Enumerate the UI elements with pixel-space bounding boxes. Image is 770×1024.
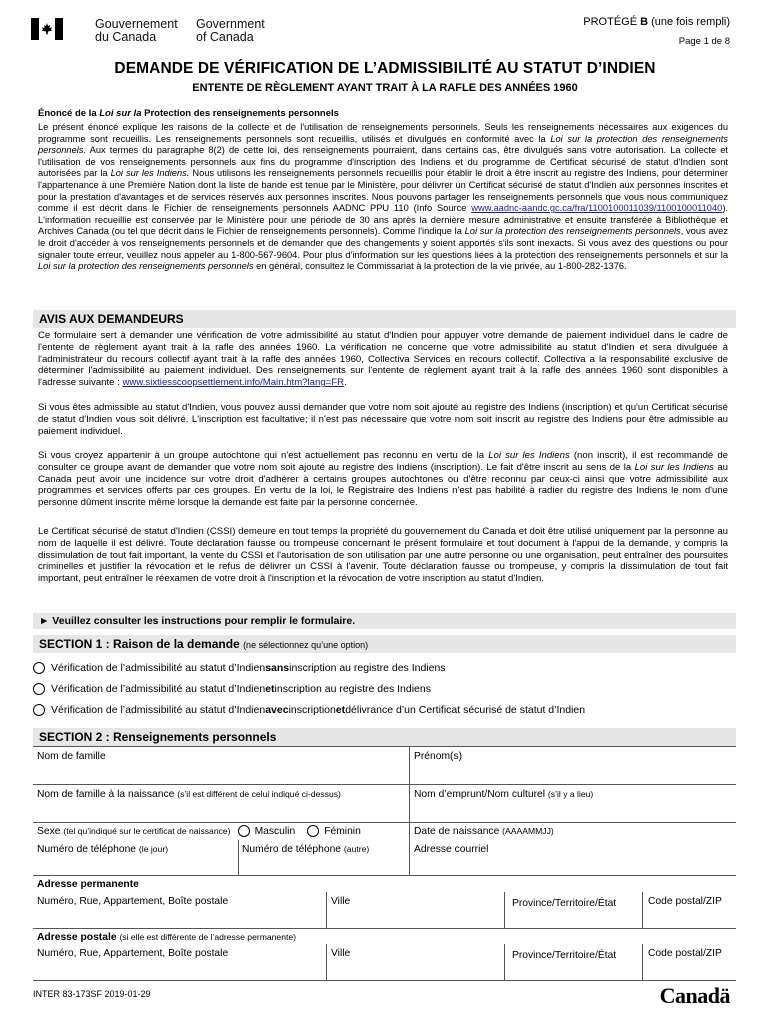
grid-line bbox=[238, 840, 239, 875]
protection-level: PROTÉGÉ B (une fois rempli) bbox=[583, 16, 730, 28]
code-postal-label-postale: Code postal/ZIP bbox=[648, 948, 722, 959]
gov-en-line2: of Canada bbox=[196, 30, 254, 44]
privacy-heading: Énoncé de la Loi sur la Protection des renseignements personnels bbox=[38, 108, 339, 119]
grid-line bbox=[642, 944, 643, 980]
instructions-note: ► Veuillez consulter les instructions pour remplir le formulaire. bbox=[33, 613, 736, 629]
grid-line bbox=[33, 746, 736, 747]
settlement-link[interactable]: www.sixtiesscoopsettlement.info/Main.htm?lang=FR bbox=[122, 377, 345, 389]
form-title: DEMANDE DE VÉRIFICATION DE L’ADMISSIBILITÉ AU STATUT D’INDIEN bbox=[114, 60, 656, 77]
tel-jour-label: Numéro de téléphone (le jour) bbox=[37, 844, 169, 855]
option-sans-inscription[interactable]: Vérification de l’admissibilité au statut d’Indien sans inscription au registre des Indiens bbox=[33, 662, 446, 674]
province-label-postale: Province/Territoire/État bbox=[512, 950, 617, 961]
avis-paragraph-3: Si vous croyez appartenir à un groupe autochtone qui n'est actuellement pas reconnu en vertu de la Loi sur les Indiens (non inscrit), il est recommandé de consulter ce groupe avant de demander que votre nom soit ajouté au registre des Indiens (inscription). Le fait d'être inscrit au sens de la Loi sur les Indiens au Canada peut avoir une incidence sur votre droit d'adhérer à certains groupes autochtones ou d'être reconnu par ceux-ci ainsi que votre admissibilité aux programmes et services offerts par ces groupes. En vertu de la loi, le Registraire des Indiens n'est pas habilité à radier du registre des Indiens le nom d'une personne dûment inscrite même lorsque la demande est faite par la personne concernée. bbox=[38, 450, 729, 509]
avis-paragraph-4: Le Certificat sécurisé de statut d'Indien (CSSI) demeure en tout temps la propriété du gouvernement du Canada et doit être utilisé uniquement par la personne au nom de laquelle il est délivré. Toute déclaration fausse ou trompeuse concernant le présent formulaire et tout document à l'appui de la demande, y compris la dissimulation de tout fait important, la vente du CSSI et l'autorisation de son utilisation par une autre personne ou une organisation, peut entraîner des poursuites criminelles et justifier la révocation et le refus de délivrer un CSSI à l'avenir. Toute déclaration fausse ou trompeuse, y compris la dissimulation de tout fait important, peut entraîner le réexamen de votre droit à l'inscription et la révocation de votre inscription au statut d'Indien. bbox=[38, 526, 728, 585]
option-et-inscription[interactable]: Vérification de l’admissibilité au statut d’Indien et inscription au registre des Indiens bbox=[33, 683, 431, 695]
prenom-label: Prénom(s) bbox=[414, 751, 463, 762]
grid-line bbox=[33, 980, 736, 981]
radio-masculin[interactable] bbox=[238, 825, 250, 837]
radio-feminin[interactable] bbox=[307, 825, 319, 837]
date-naissance-label: Date de naissance (AAAAMMJJ) bbox=[414, 826, 554, 837]
tel-autre-label: Numéro de téléphone (autre) bbox=[242, 844, 370, 855]
grid-line bbox=[326, 944, 327, 980]
masculin-label: Masculin bbox=[254, 825, 296, 837]
nom-naissance-label: Nom de famille à la naissance (s’il est différent de celui indiqué ci-dessus) bbox=[37, 789, 341, 800]
grid-line bbox=[642, 892, 643, 928]
radio-avec-certificat[interactable] bbox=[33, 704, 45, 716]
gov-en-line1: Government bbox=[196, 17, 265, 31]
grid-line bbox=[504, 892, 505, 928]
grid-line bbox=[326, 892, 327, 928]
gov-fr-line1: Gouvernement bbox=[95, 17, 178, 31]
sexe-field: Sexe (tel qu’indiqué sur le certificat de naissance) Masculin Féminin bbox=[37, 825, 361, 837]
grid-line bbox=[33, 822, 736, 823]
canada-wordmark: Canadä bbox=[659, 983, 730, 1008]
section2-heading: SECTION 2 : Renseignements personnels bbox=[33, 728, 736, 746]
code-postal-label: Code postal/ZIP bbox=[648, 896, 722, 907]
gov-fr-line2: du Canada bbox=[95, 30, 157, 44]
option-avec-certificat[interactable]: Vérification de l’admissibilité au statut d’Indien avec inscription et délivrance d’un Certificat sécurisé de statut d’Indien bbox=[33, 704, 585, 716]
form-code: INTER 83-173SF 2019-01-29 bbox=[33, 989, 151, 999]
grid-line bbox=[33, 928, 736, 929]
grid-line bbox=[33, 784, 736, 785]
nom-culturel-label: Nom d’emprunt/Nom culturel (s’il y a lieu) bbox=[414, 789, 594, 800]
radio-sans-inscription[interactable] bbox=[33, 662, 45, 674]
ville-label: Ville bbox=[331, 896, 351, 907]
nom-famille-label: Nom de famille bbox=[37, 751, 106, 762]
gov-fr-signature bbox=[95, 18, 178, 44]
grid-line bbox=[504, 944, 505, 980]
ville-label-postale: Ville bbox=[331, 948, 351, 959]
info-source-link[interactable]: www.aadnc-aandc.gc.ca/fra/1100100011039/1100100011040 bbox=[471, 203, 723, 214]
gov-en-signature bbox=[196, 18, 265, 44]
form-subtitle: ENTENTE DE RÈGLEMENT AYANT TRAIT À LA RAFLE DES ANNÉES 1960 bbox=[192, 82, 578, 94]
radio-et-inscription[interactable] bbox=[33, 683, 45, 695]
avis-paragraph-2: Si vous êtes admissible au statut d'Indien, vous pouvez aussi demander que votre nom soit ajouté au registre des Indiens (inscription) et qu'un Certificat sécurisé de statut d'Indien vous soit délivré. L'inscription est facultative; il n'est pas nécessaire que votre nom soit inscrit au registre des Indiens pour être admissible au paiement individuel. bbox=[38, 402, 728, 437]
page-number: Page 1 de 8 bbox=[678, 36, 730, 47]
feminin-label: Féminin bbox=[324, 825, 361, 837]
grid-line bbox=[409, 746, 410, 875]
rue-label-postale: Numéro, Rue, Appartement, Boîte postale bbox=[37, 948, 229, 959]
grid-line bbox=[33, 875, 736, 876]
province-label: Province/Territoire/État bbox=[512, 898, 617, 909]
canada-flag-icon bbox=[31, 18, 63, 40]
adresse-postale-heading: Adresse postale (si elle est différente de l’adresse permanente) bbox=[37, 932, 297, 943]
avis-paragraph-1: Ce formulaire sert à demander une vérification de votre admissibilité au statut d'Indien pour appuyer votre demande de paiement individuel dans le cadre de l'entente de règlement ayant trait à la rafle des années 1960. La vérification ne concerne que votre admissibilité au statut d'Indien et sera divulguée à l'administrateur du recours collectif ayant trait à la rafle des années 1960, Collectiva Services en recours collectif. Collectiva a la responsabilité exclusive de déterminer l'admissibilité au paiement individuel. Des renseignements sur l'entente de règlement ayant trait à la rafle des années 1960 sont disponibles à l'adresse suivante : www.sixtiesscoopsettlement.info/Main.htm?lang=FR. bbox=[38, 330, 728, 389]
rue-label: Numéro, Rue, Appartement, Boîte postale bbox=[37, 896, 229, 907]
privacy-statement: Le présent énoncé explique les raisons de la collecte et de l'utilisation de renseignements personnels. Seuls les renseignements nécessaires aux exigences du programme sont recueillis. Les renseignements personnels sont recueillis, utilisés et divulgués en conformité avec la Loi sur la protection des renseignements personnels. Aux termes du paragraphe 8(2) de cette loi, des renseignements pourraient, dans certains cas, être divulgués sans votre autorisation. La collecte et l'utilisation de vos renseignements personnels aux fins du programme d'inscription des Indiens et du programme de Certificat sécurisé de statut d'Indien sont autorisées par la Loi sur les Indiens. Nous utilisons les renseignements personnels recueillis pour établir le droit à être inscrit au registre des Indiens, pour déterminer l'appartenance à une Première Nation dont la liste de bande est tenue par le Ministère, pour délivrer un Certificat sécurisé de statut d'Indien aux personnes inscrites et pour la prestation d'avantages et de services réservés aux personnes inscrites. Nous pouvons partager les renseignements personnels que vous nous communiquez comme il est décrit dans le Fichier de renseignements personnels AADNC PPU 110 (Info Source www.aadnc-aandc.gc.ca/fra/1100100011039/1100100011040). L'information recueillie est conservée par le Ministère pour une période de 30 ans après la dernière mesure administrative et ensuite transférée à Bibliothèque et Archives Canada (ou tel que décrit dans le Fichier de renseignements personnels). Comme l'indique la Loi sur la protection des renseignements personnels, vous avez le droit d'accéder à vos renseignements personnels et de demander que des changements y soient apportés s'ils sont inexacts. Si vous avez des questions ou pour signaler toute erreur, veuillez nous appeler au 1-800-567-9604. Pour plus d'information sur les questions liées à la protection des renseignements personnels et sur la Loi sur la protection des renseignements personnels en général, consultez le Commissariat à la protection de la vie privée, au 1-800-282-1376. bbox=[38, 122, 728, 272]
adresse-permanente-heading: Adresse permanente bbox=[37, 879, 139, 890]
section1-heading: SECTION 1 : Raison de la demande (ne sélectionnez qu’une option) bbox=[33, 635, 736, 653]
avis-heading: AVIS AUX DEMANDEURS bbox=[33, 310, 736, 328]
courriel-label: Adresse courriel bbox=[414, 844, 489, 855]
